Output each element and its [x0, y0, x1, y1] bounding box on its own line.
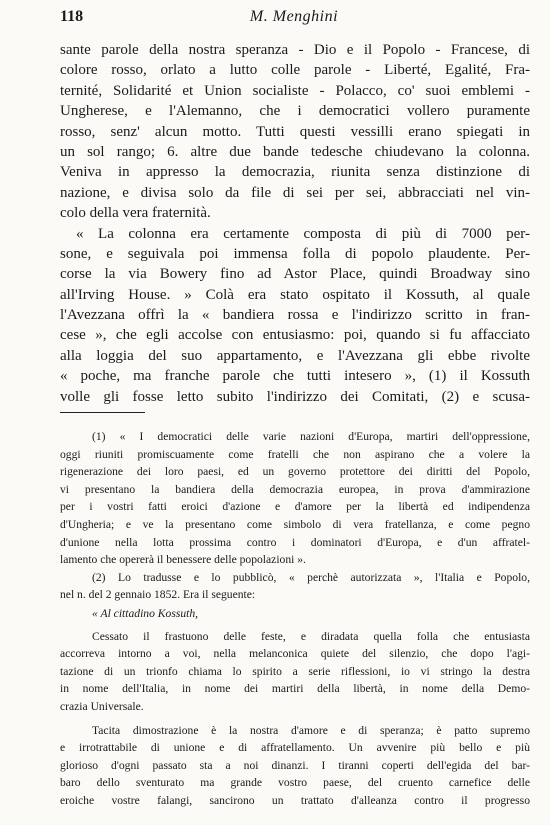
footnote-line: Tacita dimostrazione è la nostra d'amore e di speranza; è patto supremo [92, 723, 530, 737]
footnote-line: lamento che opererà il benessere delle popolazioni ». [60, 553, 306, 567]
body-line: cese », che egli accolse con entusiasmo: poi, quando si fu affacciato [60, 327, 530, 344]
footnote-line: e irrotrattabile di unione e di affratellamento. Un avvenire più bello e più [60, 741, 530, 755]
body-line: colore rosso, orlato a lutto colle parole - Liberté, Egalité, Fra- [60, 62, 530, 79]
body-line: « poche, ma franche parole che tutti intesero », (1) il Kossuth [60, 368, 530, 385]
footnote-line: in nome dell'Italia, in nome dei martiri della libertà, in nome della Demo- [60, 682, 530, 696]
footnote-letter-salutation: « Al cittadino Kossuth, [92, 606, 199, 620]
page-header [60, 8, 528, 30]
footnotes [60, 428, 530, 809]
body-line: ternité, Solidarité et Union socialiste - Polacco, co' suoi emblemi - [60, 82, 530, 99]
body-line: nazione, e divisa solo da file di sei per sei, abbracciati nel vin- [60, 184, 530, 201]
body-line: all'Irving House. » Colà era stato ospitato il Kossuth, al quale [60, 286, 530, 303]
footnote-line: (2) Lo tradusse e lo pubblicò, « perchè autorizzata », l'Italia e Popolo, [92, 570, 530, 584]
page-number: 118 [60, 8, 84, 25]
body-line: rosso, senz' alcun motto. Tutti questi vessilli erano spiegati in [60, 123, 530, 140]
body-line: Veniva in appresso la democrazia, riunita senza distinzione di [60, 164, 530, 181]
body-line: sante parole della nostra speranza - Dio e il Popolo - Francese, di [60, 42, 530, 58]
footnote-line: (1) « I democratici delle varie nazioni d'Europa, martiri dell'oppressione, [92, 430, 530, 443]
footnote-line: glorioso d'ogni passato sta a noi dinanzi. I tiranni coperti dell'egida del bar- [60, 758, 530, 772]
body-text [60, 40, 530, 407]
footnote-line: rigenerazione dei loro paesi, ed un governo protettore dei diritti del Popolo, [60, 465, 530, 479]
footnote-line: crazia Universale. [60, 699, 144, 713]
body-line: sone, e seguivala poi immensa folla di popolo plaudente. Per- [60, 245, 530, 262]
running-head: M. Menghini [249, 8, 339, 25]
body-line: un sol rango; 6. altre due bande tedesche chiudevano la colonna. [60, 143, 530, 160]
footnote-line: per i vostri fatti eroici d'azione e d'amore per la libertà ed indipendenza [60, 500, 530, 514]
footnote-line: Cessato il frastuono delle feste, e diradata quella folla che entusiasta [92, 629, 530, 643]
footnote-line: d'Ungheria; e ve la presentano come simbolo di vera fratellanza, e come pegno [60, 517, 530, 531]
body-line: l'Avezzana offrì la « bandiera rossa e l'indirizzo scritto in fran- [60, 307, 530, 324]
footnote-line: nel n. del 2 gennaio 1852. Era il seguente: [60, 588, 256, 602]
footnote-line: eroiche vostre falangi, sancirono un trattato d'alleanza contro il progresso [60, 793, 530, 807]
body-line: volle gli fosse letto subito l'indirizzo dei Comitati, (2) e scusa- [60, 388, 530, 405]
body-line: alla loggia del suo appartamento, e l'Avezzana gli ebbe rivolte [60, 347, 530, 364]
body-line: Ungherese, e l'Alemanno, che i democratici vollero puramente [60, 103, 530, 120]
footnote-line: tazione di un trionfo chiama lo spirito a serie riflessioni, io vi stringo la destra [60, 664, 530, 678]
footnote-line: d'unione nella lotta prossima contro i dominatori d'Europa, e d'un affratel- [60, 535, 530, 549]
body-line: « La colonna era certamente composta di più di 7000 per- [76, 225, 530, 242]
footnote-line: baro dello sventurato ma grande vostro paese, del cruento carnefice delle [60, 776, 530, 790]
footnote-line: accorreva intorno a voi, nella melanconica quiete del silenzio, che dopo l'agi- [60, 647, 530, 661]
footnote-separator [60, 412, 145, 413]
footnote-line: oggi riuniti promiscuamente come fratelli che non aspirano che a volere la [60, 447, 530, 461]
body-line: corse la via Bowery fino ad Astor Place, quindi Broadway sino [60, 266, 530, 283]
body-line: colo della vera fraternità. [60, 205, 211, 222]
footnote-line: vi presentano la bandiera della democrazia europea, in prova d'ammirazione [60, 482, 530, 496]
